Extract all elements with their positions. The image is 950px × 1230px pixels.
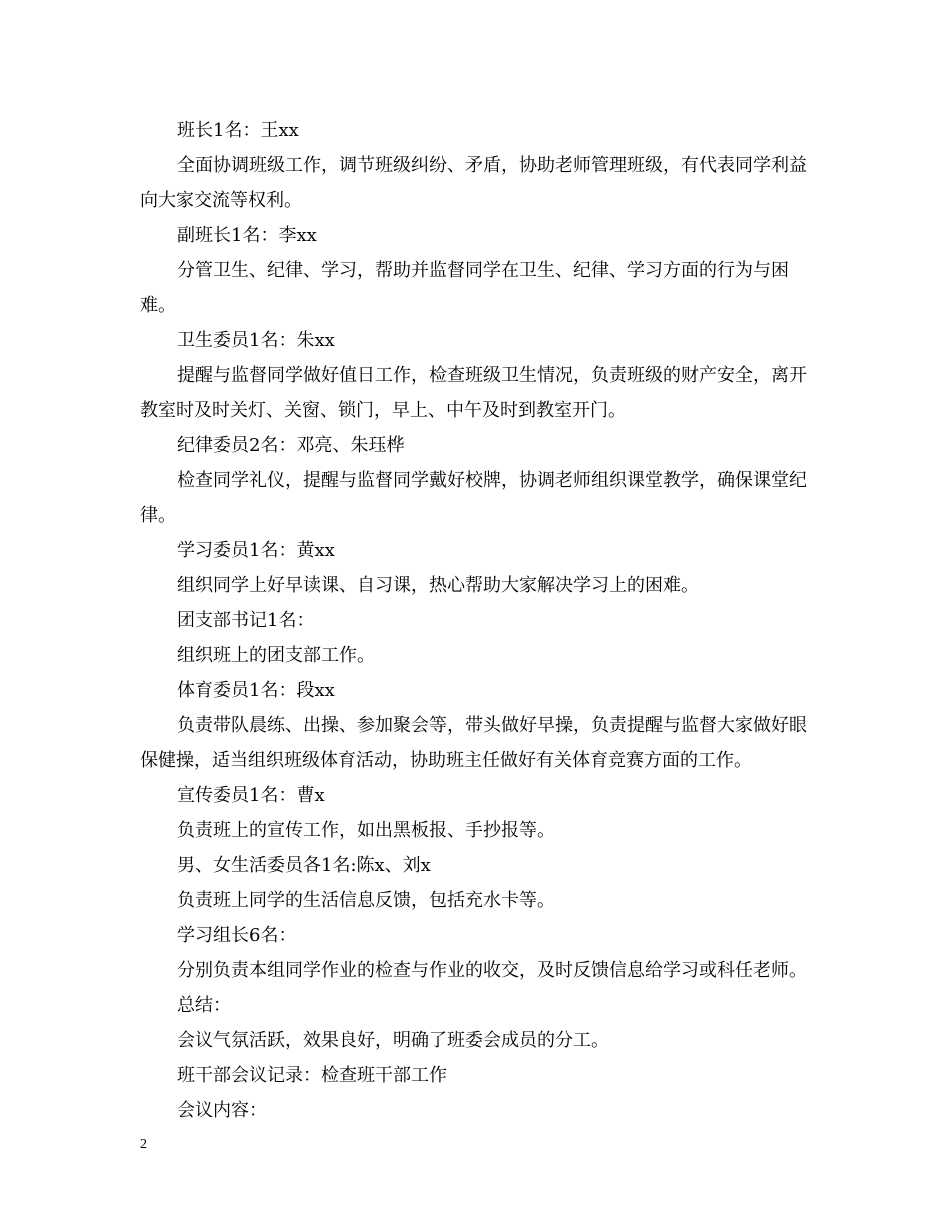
paragraph-summary-title: 总结：	[177, 995, 231, 1016]
paragraph-hygiene-title: 卫生委员1名：朱xx	[177, 330, 335, 351]
paragraph-sports-duty: 负责带队晨练、出操、参加聚会等，带头做好早操，负责提醒与监督大家做好眼保健操，适当组织班级体育活动，协助班主任做好有关体育竞赛方面的工作。	[140, 715, 807, 771]
paragraph-monitor-title: 班长1名：王xx	[177, 120, 299, 141]
paragraph-vice-monitor-duty: 分管卫生、纪律、学习，帮助并监督同学在卫生、纪律、学习方面的行为与困难。	[140, 260, 789, 316]
paragraph-summary-content: 会议气氛活跃，效果良好，明确了班委会成员的分工。	[177, 1030, 609, 1051]
paragraph-group-leader-duty: 分别负责本组同学作业的检查与作业的收交，及时反馈信息给学习或科任老师。	[177, 960, 807, 981]
paragraph-discipline-duty: 检查同学礼仪，提醒与监督同学戴好校牌，协调老师组织课堂教学，确保课堂纪律。	[140, 470, 807, 526]
paragraph-study-title: 学习委员1名：黄xx	[177, 540, 335, 561]
paragraph-study-duty: 组织同学上好早读课、自习课，热心帮助大家解决学习上的困难。	[177, 575, 699, 596]
paragraph-monitor-duty: 全面协调班级工作，调节班级纠纷、矛盾，协助老师管理班级，有代表同学利益向大家交流等权利。	[140, 155, 807, 211]
paragraph-life-duty: 负责班上同学的生活信息反馈，包括充水卡等。	[177, 890, 555, 911]
document-body	[140, 113, 812, 1128]
paragraph-sports-title: 体育委员1名：段xx	[177, 680, 335, 701]
paragraph-hygiene-duty: 提醒与监督同学做好值日工作，检查班级卫生情况，负责班级的财产安全，离开教室时及时关灯、关窗、锁门，早上、中午及时到教室开门。	[140, 365, 807, 421]
paragraph-meeting-record-title: 班干部会议记录：检查班干部工作	[177, 1065, 447, 1086]
paragraph-group-leader-title: 学习组长6名：	[177, 925, 297, 946]
paragraph-vice-monitor-title: 副班长1名：李xx	[177, 225, 317, 246]
paragraph-league-title: 团支部书记1名：	[177, 610, 315, 631]
paragraph-life-title: 男、女生活委员各1名:陈x、刘x	[177, 855, 431, 876]
paragraph-publicity-duty: 负责班上的宣传工作，如出黑板报、手抄报等。	[177, 820, 555, 841]
paragraph-publicity-title: 宣传委员1名：曹x	[177, 785, 325, 806]
paragraph-league-duty: 组织班上的团支部工作。	[177, 645, 375, 666]
paragraph-meeting-content-title: 会议内容：	[177, 1100, 267, 1121]
page-number: 2	[140, 1137, 147, 1152]
paragraph-discipline-title: 纪律委员2名：邓亮、朱珏桦	[177, 435, 405, 456]
